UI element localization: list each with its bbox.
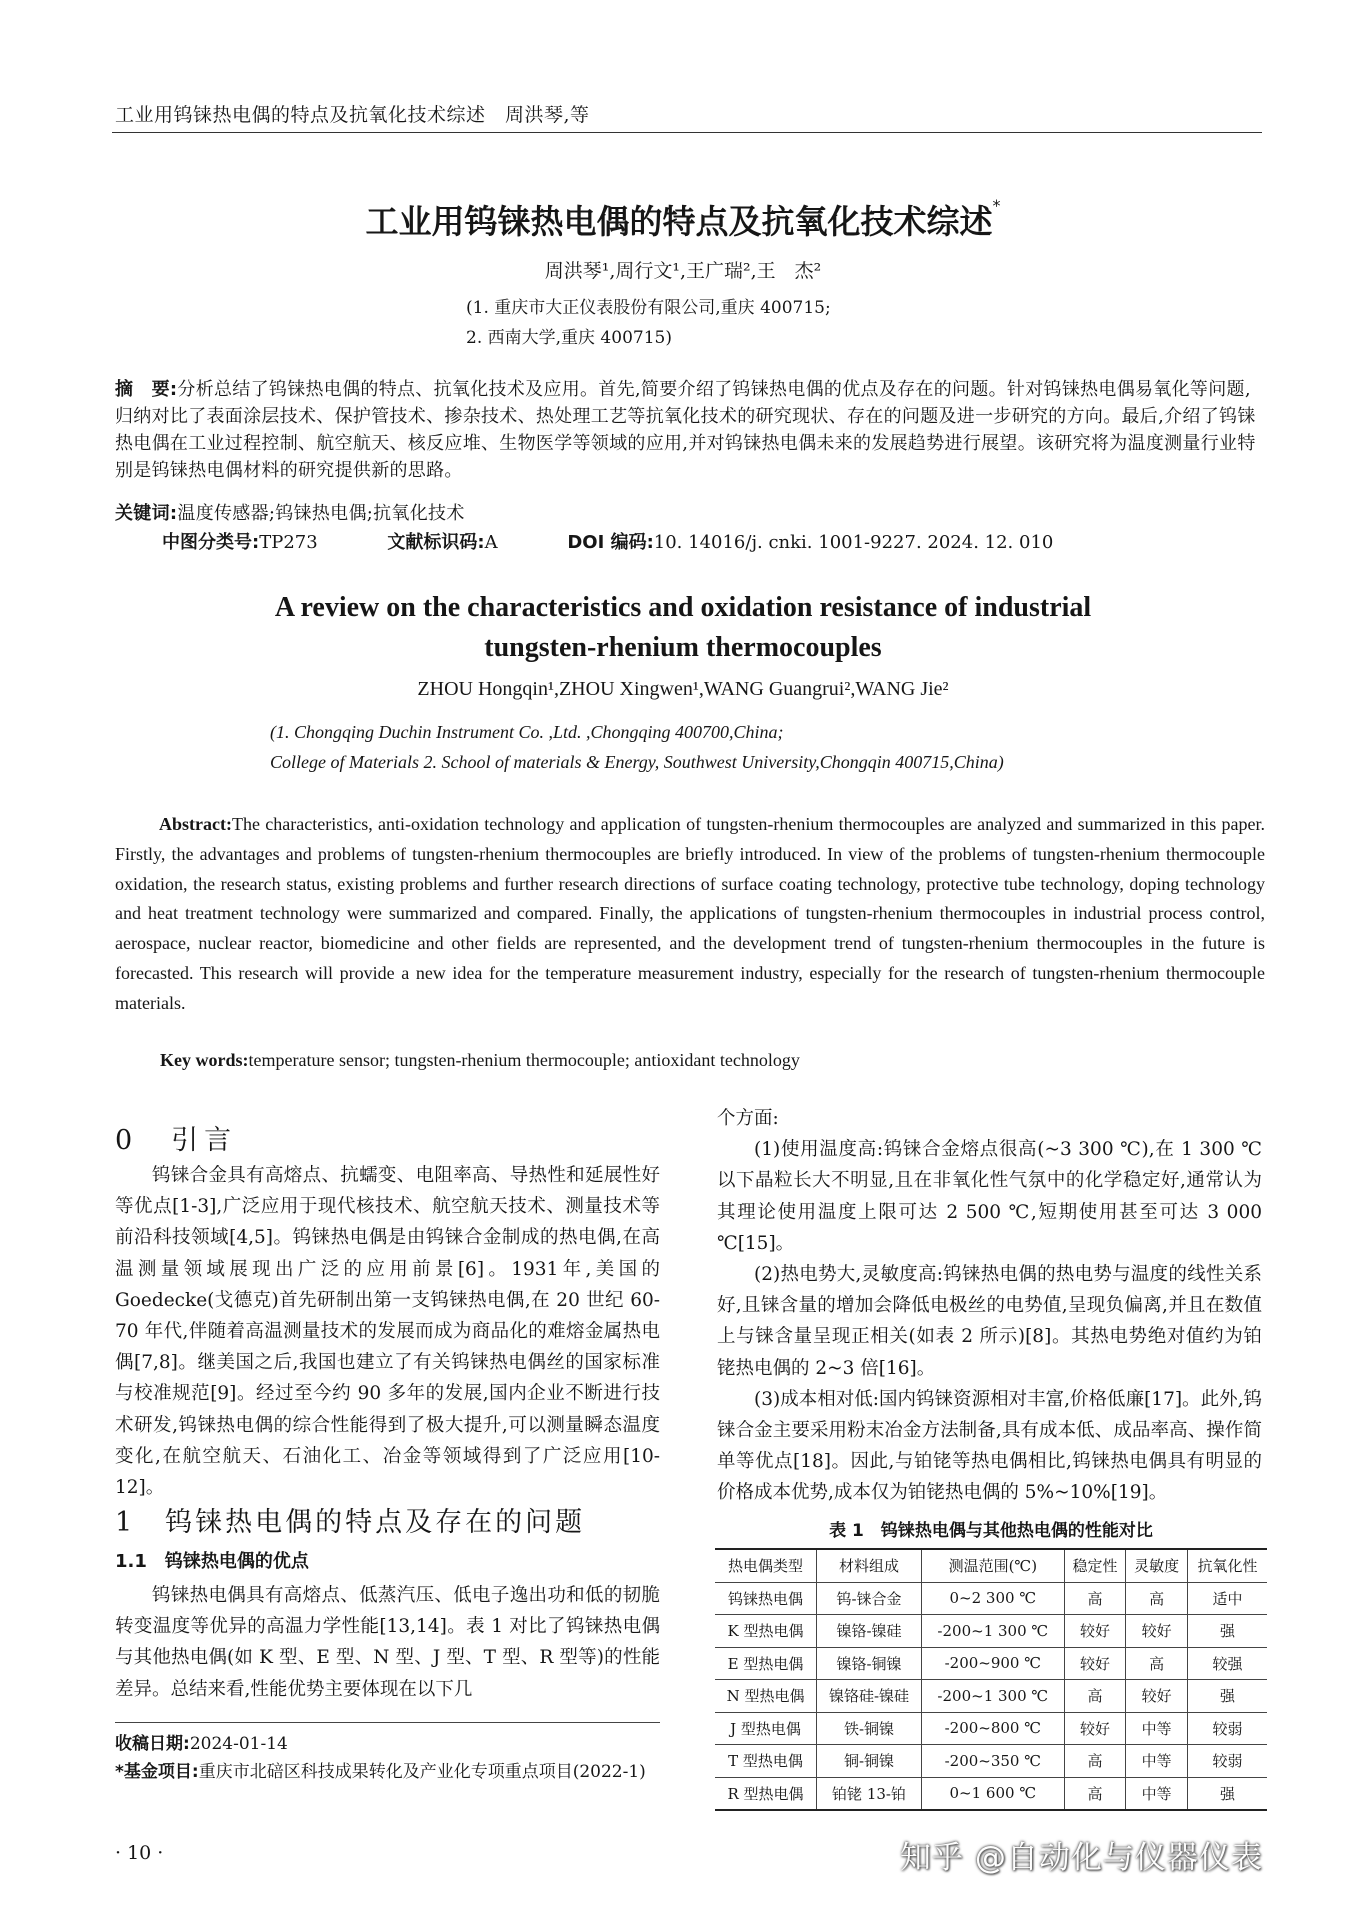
- advantage-1: (1)使用温度高:钨铼合金熔点很高(~3 300 ℃),在 1 300 ℃以下晶粒长大不明显,且在非氧化性气氛中的化学稳定好,通常认为其理论使用温度上限可达 2 500 ℃,短期使用甚至可达 3 000 ℃[15]。: [717, 1139, 1262, 1254]
- fund-project: [115, 1758, 660, 1786]
- received-date: [115, 1730, 660, 1758]
- section-1-heading: 1 钨铼热电偶的特点及存在的问题: [115, 1507, 586, 1538]
- table-cell: 强: [1187, 1680, 1267, 1713]
- table-cell: 钨铼热电偶: [715, 1582, 817, 1615]
- page-number: · 10 ·: [115, 1842, 164, 1864]
- table-cell: -200~1 300 ℃: [921, 1615, 1064, 1648]
- table-cell: 较好: [1126, 1615, 1188, 1648]
- table-cell: 铁-铜镍: [817, 1712, 922, 1745]
- column-header: 抗氧化性: [1187, 1549, 1267, 1582]
- table-cell: 高: [1064, 1680, 1126, 1713]
- table-cell: 较好: [1064, 1712, 1126, 1745]
- intro-paragraph: 钨铼合金具有高熔点、抗蠕变、电阻率高、导热性和延展性好等优点[1-3],广泛应用于现代核技术、航空航天技术、测量技术等前沿科技领域[4,5]。钨铼热电偶是由钨铼合金制成的热电偶,在高温测量领域展现出广泛的应用前景[6]。1931年,美国的 Goedecke(戈德克)首先研制出第一支钨铼热电偶,在 20 世纪 60-70 年代,伴随着高温测量技术的发展而成为商品化的难熔金属热电偶[7,8]。继美国之后,我国也建立了有关钨铼热电偶丝的国家标准与校准规范[9]。经过至今约 90 多年的发展,国内企业不断进行技术研发,钨铼热电偶的综合性能得到了极大提升,可以测量瞬态温度变化,在航空航天、石油化工、冶金等领域得到了广泛应用[10-12]。: [115, 1165, 660, 1499]
- chinese-authors: 周洪琴¹,周行文¹,王广瑞²,王 杰²: [544, 260, 822, 282]
- table-cell: 适中: [1187, 1582, 1267, 1615]
- table-cell: 较好: [1064, 1615, 1126, 1648]
- table-cell: -200~1 300 ℃: [921, 1680, 1064, 1713]
- chinese-title: [0, 196, 1366, 243]
- fund-label: *基金项目:: [115, 1762, 199, 1782]
- table-cell: 高: [1126, 1582, 1188, 1615]
- table-row: [715, 1777, 1267, 1810]
- advantage-3: (3)成本相对低:国内钨铼资源相对丰富,价格低廉[17]。此外,钨铼合金主要采用粉末冶金方法制备,具有成本低、成品率高、操作简单等优点[18]。因此,与铂铑等热电偶相比,钨铼热电偶具有明显的价格成本优势,成本仅为铂铑热电偶的 5%~10%[19]。: [717, 1388, 1262, 1504]
- chinese-keywords: [115, 500, 1265, 527]
- table-row: [715, 1647, 1267, 1680]
- chinese-abstract: [115, 376, 1265, 484]
- table-cell: J 型热电偶: [715, 1712, 817, 1745]
- english-title-line-1: A review on the characteristics and oxidation resistance of industrial: [274, 592, 1092, 623]
- table-cell: 高: [1064, 1777, 1126, 1810]
- table-cell: 较强: [1187, 1647, 1267, 1680]
- table-row: [715, 1712, 1267, 1745]
- table-cell: 中等: [1126, 1777, 1188, 1810]
- subsection-1-1-heading: 1.1 钨铼热电偶的优点: [115, 1551, 309, 1572]
- table-cell: 高: [1126, 1647, 1188, 1680]
- table-cell: 较弱: [1187, 1712, 1267, 1745]
- clc-code: 中图分类号:TP273: [162, 532, 318, 553]
- english-affiliation-1: (1. Chongqing Duchin Instrument Co. ,Ltd. ,Chongqing 400700,China;: [270, 722, 784, 742]
- table-header-row: [715, 1549, 1267, 1582]
- table-cell: -200~350 ℃: [921, 1745, 1064, 1778]
- column-header: 稳定性: [1064, 1549, 1126, 1582]
- advantages-paragraph: 钨铼热电偶具有高熔点、低蒸汽压、低电子逸出功和低的韧脆转变温度等优异的高温力学性能[13,14]。表 1 对比了钨铼热电偶与其他热电偶(如 K 型、E 型、N 型、J 型、T 型、R 型等)的性能差异。总结来看,性能优势主要体现在以下几: [115, 1585, 660, 1700]
- table-cell: T 型热电偶: [715, 1745, 817, 1778]
- table-cell: 镍铬-铜镍: [817, 1647, 922, 1680]
- table-row: [715, 1745, 1267, 1778]
- advantages-column: [115, 1580, 660, 1705]
- table-cell: E 型热电偶: [715, 1647, 817, 1680]
- chinese-abstract-text: 分析总结了钨铼热电偶的特点、抗氧化技术及应用。首先,简要介绍了钨铼热电偶的优点及存在的问题。针对钨铼热电偶易氧化等问题,归纳对比了表面涂层技术、保护管技术、掺杂技术、热处理工艺等抗氧化技术的研究现状、存在的问题及进一步研究的方向。最后,介绍了钨铼热电偶在工业过程控制、航空航天、核反应堆、生物医学等领域的应用,并对钨铼热电偶未来的发展趋势进行展望。该研究将为温度测量行业特别是钨铼热电偶材料的研究提供新的思路。: [115, 379, 1256, 481]
- table-cell: N 型热电偶: [715, 1680, 817, 1713]
- english-affiliation-2: College of Materials 2. School of materials & Energy, Southwest University,Chongqin 400715,China): [270, 752, 1004, 772]
- section-0-heading: 0 引言: [115, 1125, 238, 1156]
- chinese-affiliation-2: 2. 西南大学,重庆 400715): [466, 328, 672, 348]
- received-value: 2024-01-14: [189, 1734, 288, 1754]
- doi-code: DOI 编码:10. 14016/j. cnki. 1001-9227. 2024. 12. 010: [567, 532, 1054, 553]
- column-header: 热电偶类型: [715, 1549, 817, 1582]
- column-header: 测温范围(℃): [921, 1549, 1064, 1582]
- english-keywords-text: temperature sensor; tungsten-rhenium thermocouple; antioxidant technology: [248, 1050, 800, 1070]
- table-cell: 中等: [1126, 1712, 1188, 1745]
- chinese-keywords-text: 温度传感器;钨铼热电偶;抗氧化技术: [177, 503, 465, 524]
- table-cell: 0~1 600 ℃: [921, 1777, 1064, 1810]
- table-1-title: 表 1 钨铼热电偶与其他热电偶的性能对比: [829, 1521, 1153, 1541]
- table-cell: 镍铬硅-镍硅: [817, 1680, 922, 1713]
- table-cell: R 型热电偶: [715, 1777, 817, 1810]
- table-cell: 0~2 300 ℃: [921, 1582, 1064, 1615]
- chinese-title-text: 工业用钨铼热电偶的特点及抗氧化技术综述: [365, 202, 993, 241]
- zhihu-watermark: 知乎 @自动化与仪器仪表: [900, 1840, 1263, 1876]
- column-header: 材料组成: [817, 1549, 922, 1582]
- table-row: [715, 1615, 1267, 1648]
- english-keywords: [160, 1050, 800, 1071]
- table-cell: 较好: [1126, 1680, 1188, 1713]
- table-cell: 强: [1187, 1615, 1267, 1648]
- english-abstract-label: Abstract:: [159, 814, 232, 834]
- footnote-rule: [115, 1722, 660, 1723]
- table-cell: 铜-铜镍: [817, 1745, 922, 1778]
- english-keywords-label: Key words:: [160, 1050, 249, 1070]
- document-code: 文献标识码:A: [387, 532, 498, 553]
- table-cell: 中等: [1126, 1745, 1188, 1778]
- table-cell: -200~900 ℃: [921, 1647, 1064, 1680]
- header-rule: [112, 132, 1262, 133]
- column-header: 灵敏度: [1126, 1549, 1188, 1582]
- chinese-keywords-label: 关键词:: [115, 503, 178, 524]
- table-cell: 较好: [1064, 1647, 1126, 1680]
- chinese-abstract-label: 摘 要:: [115, 379, 178, 400]
- table-cell: 强: [1187, 1777, 1267, 1810]
- table-row: [715, 1582, 1267, 1615]
- table-cell: 铂铑 13-铂: [817, 1777, 922, 1810]
- table-cell: 较弱: [1187, 1745, 1267, 1778]
- table-cell: 高: [1064, 1582, 1126, 1615]
- table-cell: K 型热电偶: [715, 1615, 817, 1648]
- advantage-2: (2)热电势大,灵敏度高:钨铼热电偶的热电势与温度的线性关系好,且铼含量的增加会降低电极丝的电势值,呈现负偏离,并且在数值上与铼含量呈现正相关(如表 2 所示)[8]。其热电势绝对值约为铂铑热电偶的 2~3 倍[16]。: [717, 1264, 1262, 1379]
- english-abstract: [115, 810, 1265, 1019]
- fund-value: 重庆市北碚区科技成果转化及产业化专项重点项目(2022-1): [198, 1762, 646, 1782]
- right-column: [717, 1103, 1262, 1509]
- table-row: [715, 1680, 1267, 1713]
- english-title-line-2: tungsten-rhenium thermocouples: [484, 632, 882, 663]
- table-cell: 镍铬-镍硅: [817, 1615, 922, 1648]
- intro-column: [115, 1160, 660, 1503]
- title-footnote-mark: *: [992, 196, 1001, 215]
- english-authors: ZHOU Hongqin¹,ZHOU Xingwen¹,WANG Guangrui²,WANG Jie²: [417, 678, 949, 700]
- received-label: 收稿日期:: [115, 1734, 190, 1754]
- right-continuation: 个方面:: [717, 1108, 779, 1129]
- running-head: 工业用钨铼热电偶的特点及抗氧化技术综述 周洪琴,等: [115, 104, 590, 126]
- classification-line: [162, 528, 1053, 554]
- table-cell: 高: [1064, 1745, 1126, 1778]
- chinese-affiliation-1: (1. 重庆市大正仪表股份有限公司,重庆 400715;: [466, 298, 831, 318]
- english-title: [0, 588, 1366, 668]
- performance-table: [715, 1548, 1267, 1811]
- table-cell: 钨-铼合金: [817, 1582, 922, 1615]
- english-abstract-text: The characteristics, anti-oxidation technology and application of tungsten-rhenium thermocouples are analyzed and summarized in this paper. Firstly, the advantages and problems of tungsten-rhenium thermocouples are briefly introduced. In view of the problems of tungsten-rhenium thermocouple oxidation, the research status, existing problems and further research directions of surface coating technology, protective tube technology, doping technology and heat treatment technology were summarized and compared. Finally, the applications of tungsten-rhenium thermocouples in industrial process control, aerospace, nuclear reactor, biomedicine and other fields are represented, and the development trend of tungsten-rhenium thermocouples in the future is forecasted. This research will provide a new idea for the temperature measurement industry, especially for the research of tungsten-rhenium thermocouple materials.: [115, 814, 1265, 1013]
- table-cell: -200~800 ℃: [921, 1712, 1064, 1745]
